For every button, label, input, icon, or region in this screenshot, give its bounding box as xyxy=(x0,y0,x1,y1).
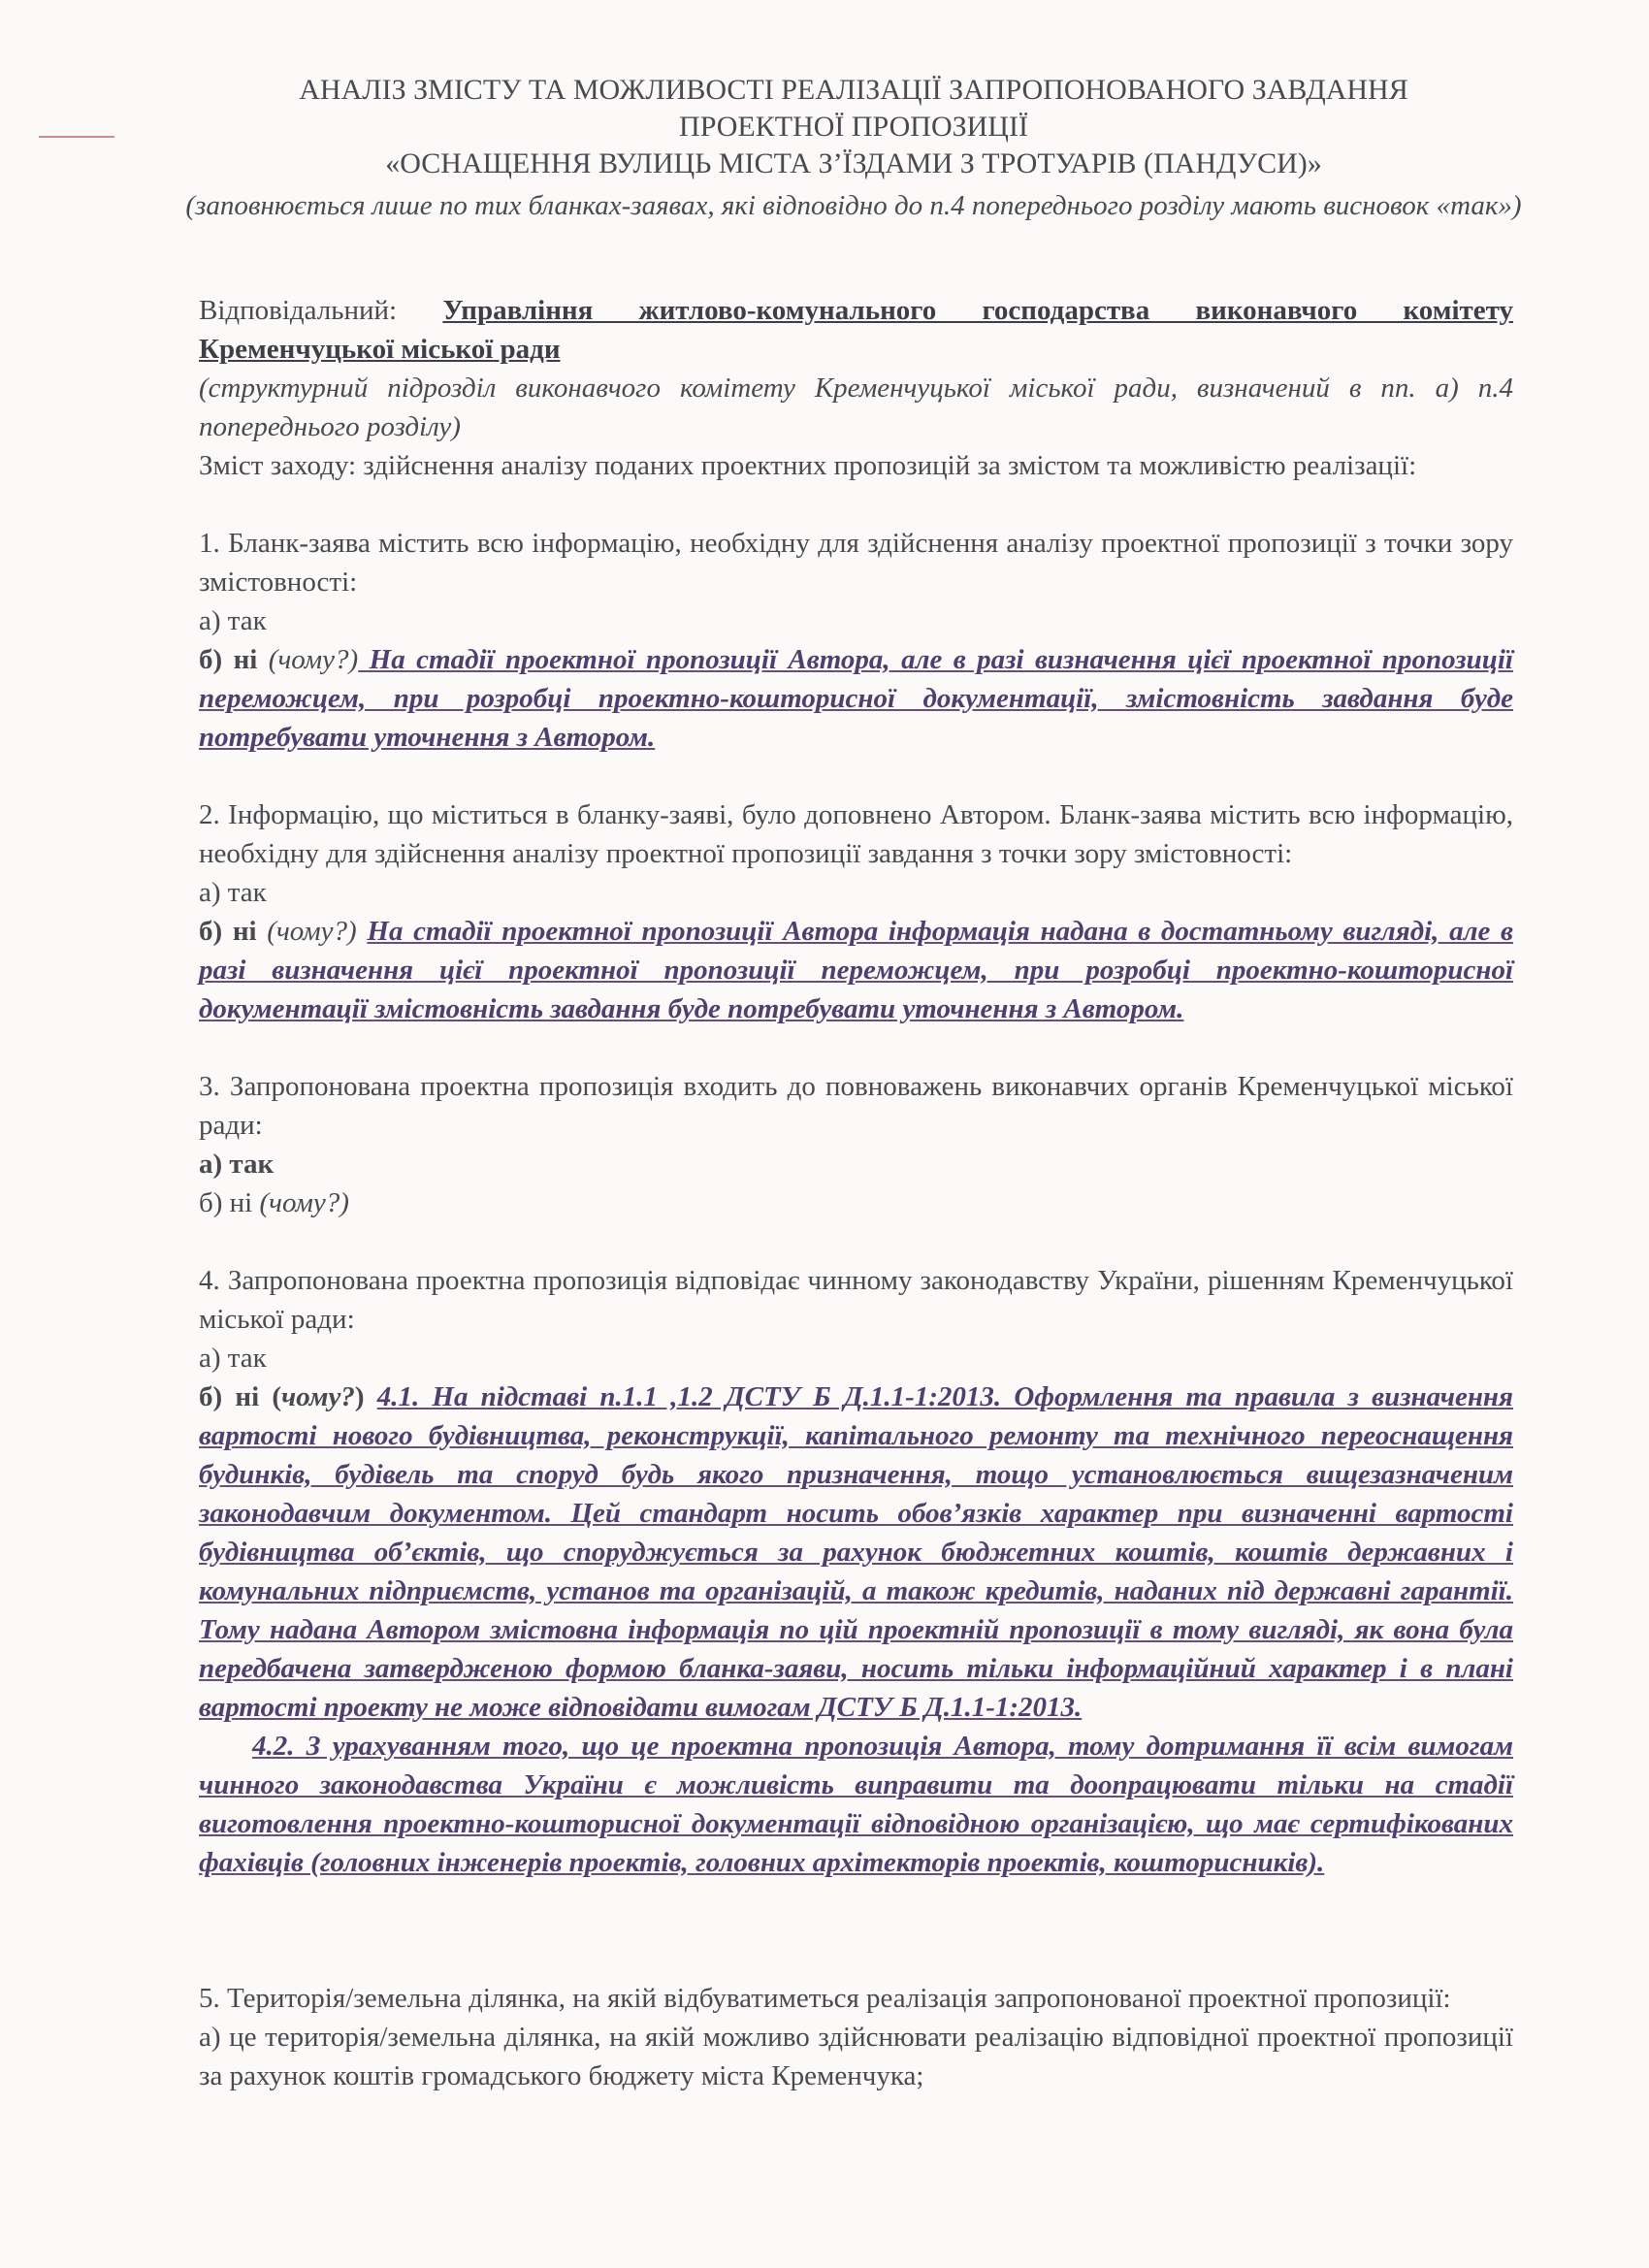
title-line-1: АНАЛІЗ ЗМІСТУ ТА МОЖЛИВОСТІ РЕАЛІЗАЦІЇ ЗАПРОПОНОВАНОГО ЗАВДАННЯ xyxy=(299,74,1408,106)
q4-question: 4. Запропонована проектна пропозиція відповідає чинному законодавству України, рішенням Кременчуцької міської ради: xyxy=(199,1265,1513,1335)
q3-option-b-line xyxy=(199,1183,1513,1222)
q4-answer-1: 4.1. На підставі п.1.1 ,1.2 ДСТУ Б Д.1.1-1:2013. Оформлення та правила з визначення вартості нового будівництва, реконструкції, капітального ремонту та технічного переоснащення будинків, будівель та споруд будь якого призначення, тощо установлюється вищезазначеним законодавчим документом. Цей стандарт носить обов’язків характер при визначенні вартості будівництва об’єктів, що споруджується за рахунок бюджетних коштів, коштів державних і комунальних підприємств, установ та організацій, а також кредитів, наданих під державні гарантії. Тому надана Автором змістовна інформація по цій проектній пропозиції в тому вигляді, як вона була передбачена затвердженою формою бланка-заяви, носить тільки інформаційний характер і в плані вартості проекту не може відповідати вимогам ДСТУ Б Д.1.1-1:2013. xyxy=(199,1381,1513,1723)
q1-option-a: а) так xyxy=(199,605,267,636)
q1-option-b: б) ні xyxy=(199,644,258,675)
q5-option-a: а) це територія/земельна ділянка, на якій можливо здійснювати реалізацію відповідної проектної пропозиції за рахунок коштів громадського бюджету міста Кременчука; xyxy=(199,2022,1513,2091)
document-header xyxy=(184,72,1523,225)
q2-question: 2. Інформацію, що міститься в бланку-заяві, було доповнено Автором. Бланк-заява містить всю інформацію, необхідну для здійснення аналізу проектної пропозиції завдання з точки зору змістовності: xyxy=(199,799,1513,869)
q3-question: 3. Запропонована проектна пропозиція входить до повноважень виконавчих органів Кременчуцької міської ради: xyxy=(199,1071,1513,1141)
q1-answer-line xyxy=(199,640,1513,757)
q4-option-a: а) так xyxy=(199,1343,267,1374)
title-line-2: ПРОЕКТНОЇ ПРОПОЗИЦІЇ xyxy=(679,111,1028,143)
pen-mark xyxy=(39,136,114,138)
q2-answer: На стадії проектної пропозиції Автора інформація надана в достатньому вигляді, але в разі визначення цієї проектної пропозиції переможцем, при розробці проектно-кошторисної документації змістовність завдання буде потребувати уточнення з Автором. xyxy=(199,916,1513,1024)
q3-option-b: б) ні xyxy=(199,1187,260,1218)
q1-question: 1. Бланк-заява містить всю інформацію, необхідну для здійснення аналізу проектної пропозиції з точки зору змістовності: xyxy=(199,528,1513,598)
q2-option-a: а) так xyxy=(199,877,267,908)
responsible-paragraph xyxy=(199,291,1513,369)
q2-option-b: б) ні xyxy=(199,916,257,947)
q3-why: (чому?) xyxy=(259,1187,349,1218)
responsible-value: Управління житлово-комунального господарства виконавчого комітету Кременчуцької міської ради xyxy=(199,295,1514,365)
q2-why: (чому?) xyxy=(256,916,368,947)
responsible-label: Відповідальний: xyxy=(199,295,443,326)
q1-answer: На стадії проектної пропозиції Автора, але в разі визначення цієї проектної пропозиції переможцем, при розробці проектно-кошторисної документації, змістовність завдання буде потребувати уточнення з Автором. xyxy=(199,644,1513,753)
document-body xyxy=(199,291,1513,2095)
title-line-3: «ОСНАЩЕННЯ ВУЛИЦЬ МІСТА З’ЇЗДАМИ З ТРОТУАРІВ (ПАНДУСИ)» xyxy=(385,147,1322,179)
q4-answer-2-line xyxy=(199,1727,1513,1882)
q4-answer-2: 4.2. З урахуванням того, що це проектна пропозиція Автора, тому дотримання її всім вимогам чинного законодавства України є можливість виправити та доопрацювати тільки на стадії виготовлення проектно-кошторисної документації відповідною організацією, що має сертифікованих фахівців (головних інженерів проектів, головних архітекторів проектів, кошторисників). xyxy=(199,1731,1513,1878)
q4-close: ) xyxy=(354,1381,377,1412)
q4-option-b: б) ні ( xyxy=(199,1381,281,1412)
q5-question: 5. Територія/земельна ділянка, на якій відбуватиметься реалізація запропонованої проектної пропозиції: xyxy=(199,1983,1451,2014)
q1-why: (чому?) xyxy=(257,644,359,675)
q4-why: чому? xyxy=(280,1381,355,1412)
header-note: (заповнюється лише по тих бланках-заявах, які відповідно до п.4 попереднього розділу мають висновок «так») xyxy=(185,190,1522,221)
q2-answer-line xyxy=(199,912,1513,1028)
responsible-note: (структурний підрозділ виконавчого комітету Кременчуцької міської ради, визначений в пп. а) п.4 попереднього розділу) xyxy=(199,373,1513,442)
q4-answer-line xyxy=(199,1377,1513,1727)
content-paragraph: Зміст заходу: здійснення аналізу поданих проектних пропозицій за змістом та можливістю реалізації: xyxy=(199,450,1417,481)
q3-option-a: а) так xyxy=(199,1149,275,1180)
